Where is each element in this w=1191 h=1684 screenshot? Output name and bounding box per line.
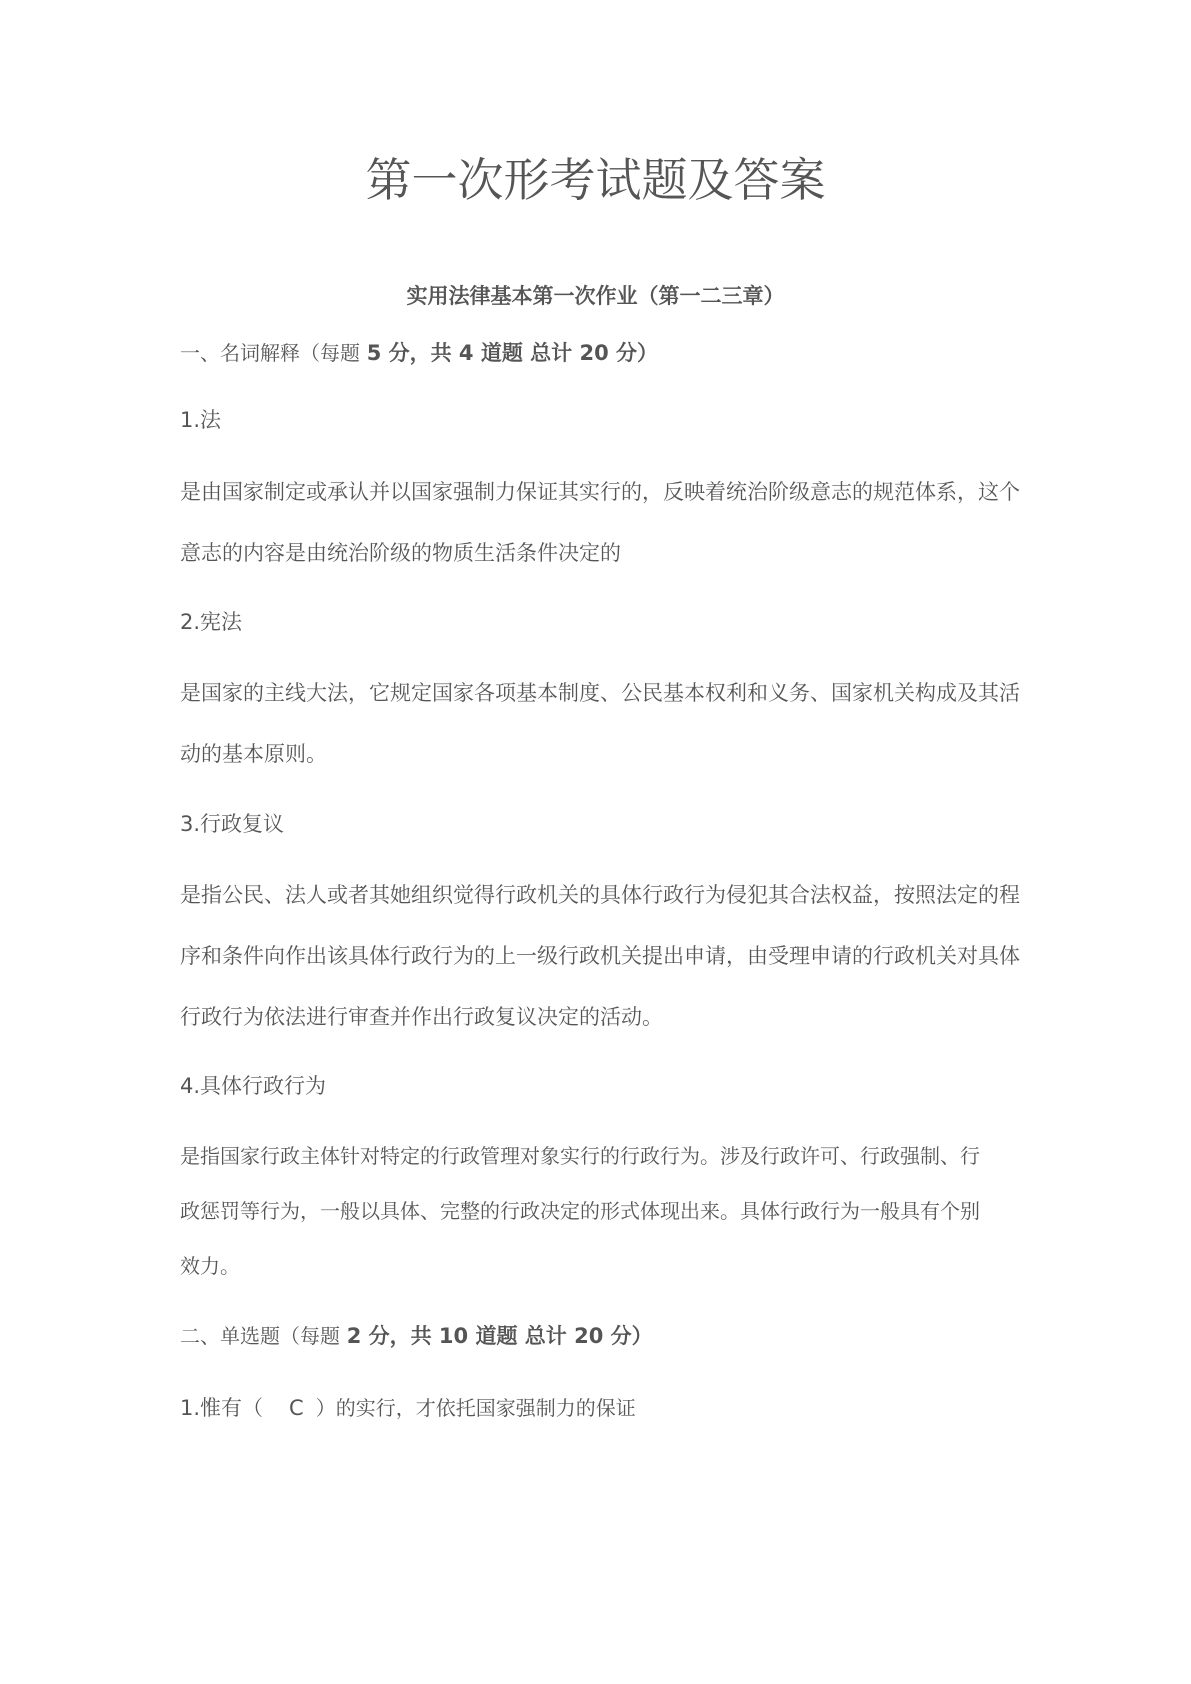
term-definition-line: 动的基本原则。 (180, 742, 327, 766)
term-heading: 2.宪法 (180, 610, 243, 634)
term-heading: 4.具体行政行为 (180, 1074, 327, 1098)
term-heading: 3.行政复议 (180, 812, 285, 836)
term-definition-line: 序和条件向作出该具体行政行为的上一级行政机关提出申请，由受理申请的行政机关对具体 (180, 944, 1020, 968)
question-answer: C (289, 1396, 304, 1420)
term-definition-line: 效力。 (180, 1254, 240, 1278)
term-definition-line: 是由国家制定或承认并以国家强制力保证其实行的，反映着统治阶级意志的规范体系，这个 (180, 480, 1020, 504)
section-detail: 2 分，共 10 道题 总计 20 分） (346, 1324, 653, 1348)
term-definition-line: 是指公民、法人或者其她组织觉得行政机关的具体行政行为侵犯其合法权益，按照法定的程 (180, 883, 1020, 907)
section-detail: 5 分，共 4 道题 总计 20 分） (366, 341, 659, 365)
section-label: 二、单选题（每题 (180, 1324, 340, 1348)
term-definition-line: 行政行为依法进行审查并作出行政复议决定的活动。 (180, 1005, 663, 1029)
question-suffix: ）的实行，才依托国家强制力的保证 (315, 1396, 636, 1420)
section-heading-single-choice (180, 1320, 1020, 1352)
question-prefix: 1.惟有（ (180, 1396, 264, 1420)
page-subtitle: 实用法律基本第一次作业（第一二三章） (406, 284, 785, 308)
term-heading: 1.法 (180, 408, 222, 432)
term-definition-line: 是国家的主线大法，它规定国家各项基本制度、公民基本权利和义务、国家机关构成及其活 (180, 681, 1020, 705)
section-heading-terms (180, 337, 1020, 369)
question-1 (180, 1392, 1020, 1424)
page-title: 第一次形考试题及答案 (365, 153, 826, 207)
term-definition-line: 政惩罚等行为，一般以具体、完整的行政决定的形式体现出来。具体行政行为一般具有个别 (180, 1199, 980, 1223)
term-definition-line: 意志的内容是由统治阶级的物质生活条件决定的 (180, 541, 621, 565)
term-definition-line: 是指国家行政主体针对特定的行政管理对象实行的行政行为。涉及行政许可、行政强制、行 (180, 1144, 980, 1168)
section-label: 一、名词解释（每题 (180, 341, 360, 365)
